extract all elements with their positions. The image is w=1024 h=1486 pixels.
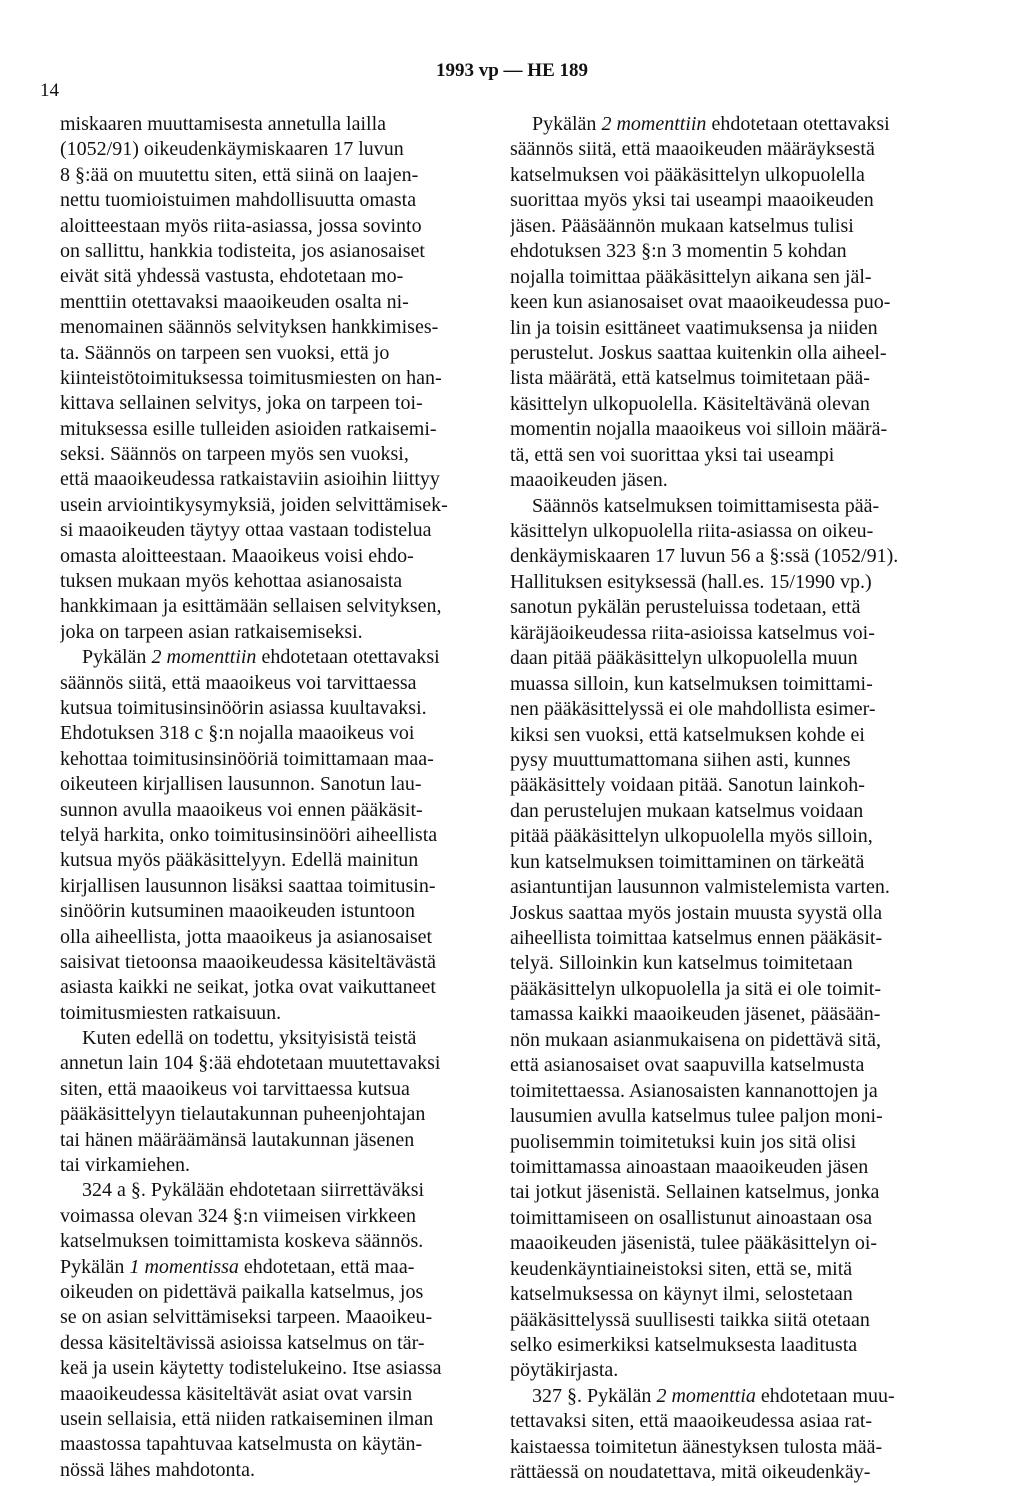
text-line: daan pitää pääkäsittelyn ulkopuolella muun (510, 647, 858, 670)
text-line: Säännös katselmuksen toimittamisesta pää- (532, 494, 880, 517)
text-line: keä ja usein käytetty todistelukeino. Itse asiassa (60, 1357, 442, 1380)
text-line: kaistaessa toimitetun äänestyksen tulosta mää- (510, 1435, 883, 1458)
text-line: ta. Säännös on tarpeen sen vuoksi, että jo (60, 341, 390, 364)
text-line: mituksessa esille tulleiden asioiden ratkaisemi- (60, 417, 437, 440)
text-line: eivät sitä yhdessä vastusta, ehdotetaan mo- (60, 265, 404, 288)
text-line: säännös siitä, että maaoikeus voi tarvittaessa (60, 671, 417, 694)
text-line: käräjäoikeudessa riita-asioissa katselmus voi- (510, 621, 875, 644)
text-line: katselmuksen toimittamista koskeva säännös. (60, 1230, 424, 1253)
text-line: tuksen mukaan myös kehottaa asianosaista (60, 570, 403, 593)
text-line: kun katselmuksen toimittaminen on tärkeätä (510, 850, 865, 873)
text-line: tettavaksi siten, että maaoikeudessa asiaa rat- (510, 1410, 873, 1433)
text-line: kutsua toimitusinsinöörin asiassa kuultavaksi. (60, 696, 427, 719)
text-line: rättäessä on noudatettava, mitä oikeudenkäy- (510, 1461, 871, 1484)
text-line: dan perustelujen mukaan katselmus voidaan (510, 799, 864, 822)
text-line: pääkäsittelyyn tielautakunnan puheenjohtajan (60, 1103, 426, 1126)
page-number: 14 (40, 80, 59, 101)
text-line: on sallittu, hankkia todisteita, jos asianosaiset (60, 239, 425, 262)
text-line: 327 §. Pykälän 2 momenttia ehdotetaan muu- (532, 1384, 895, 1407)
text-line: ehdotuksen 323 §:n 3 momentin 5 kohdan (510, 240, 847, 263)
text-line: kiinteistötoimituksessa toimitusmiesten on han- (60, 366, 442, 389)
text-line: menttiin otettavaksi maaoikeuden osalta ni- (60, 290, 409, 313)
text-line: tä, että sen voi suorittaa yksi tai useampi (510, 443, 835, 466)
text-line: säännös siitä, että maaoikeuden määräyksestä (510, 138, 875, 161)
text-line: nettu tuomioistuimen mahdollisuutta omasta (60, 189, 417, 212)
text-line: kiksi sen vuoksi, että katselmuksen kohde ei (510, 723, 865, 746)
text-line: menomainen säännös selvityksen hankkimises- (60, 316, 439, 339)
text-line: olla aiheellista, jotta maaoikeus ja asianosaiset (60, 925, 433, 948)
text-line: kirjallisen lausunnon lisäksi saattaa toimitusin- (60, 874, 436, 897)
text-line: suorittaa myös yksi tai useampi maaoikeuden (510, 189, 874, 212)
text-line: Joskus saattaa myös jostain muusta syystä olla (510, 901, 883, 924)
text-line: pitää pääkäsittelyn ulkopuolella myös silloin, (510, 825, 873, 848)
text-line: Pykälän 2 momenttiin ehdotetaan otettavaksi (532, 113, 890, 135)
text-line: lausumien avulla katselmus tulee paljon moni- (510, 1105, 883, 1128)
text-line: se on asian selvittämiseksi tarpeen. Maaoikeu- (60, 1306, 433, 1329)
text-line: momentin nojalla maaoikeus voi silloin määrä- (510, 418, 888, 441)
text-line: aiheellista toimittaa katselmus ennen pääkäsit- (510, 927, 883, 949)
text-line: sunnon avulla maaoikeus voi ennen pääkäsit- (60, 798, 423, 821)
text-line: omasta aloitteestaan. Maaoikeus voisi ehdo- (60, 544, 414, 567)
text-line: katselmuksen voi pääkäsittelyn ulkopuolella (510, 163, 865, 186)
text-line: kittava sellainen selvitys, joka on tarpeen toi- (60, 392, 423, 415)
text-line: toimittamassa ainoastaan maaoikeuden jäsen (510, 1155, 869, 1178)
text-line: telyä harkita, onko toimitusinsinööri aiheellista (60, 823, 438, 846)
text-line: keudenkäyntiaineistoksi siten, että se, mitä (510, 1257, 853, 1280)
text-line: maastossa tapahtuvaa katselmusta on käytän- (60, 1433, 423, 1456)
text-line: toimitusmiesten ratkaisuun. (60, 1001, 282, 1024)
text-line: toimittamiseen on osallistunut ainoastaan osa (510, 1206, 873, 1229)
right-column (510, 112, 990, 1486)
text-line: pääkäsittely voidaan pitää. Sanotun lainkoh- (510, 774, 865, 797)
running-header: 1993 vp — HE 189 (435, 60, 589, 81)
text-line: 324 a §. Pykälään ehdotetaan siirrettäväksi (82, 1179, 425, 1202)
text-line: maaoikeuden jäsenistä, tulee pääkäsittelyn oi- (510, 1232, 878, 1255)
text-line: lin ja toisin esittäneet vaatimuksensa ja niiden (510, 316, 878, 339)
text-line: sanotun pykälän perusteluissa todetaan, että (510, 596, 861, 619)
text-line: nössä lähes mahdotonta. (60, 1458, 255, 1481)
text-line: puolisemmin toimitetuksi kuin jos sitä olisi (510, 1130, 857, 1153)
text-line: että asianosaiset ovat saapuvilla katselmusta (510, 1054, 865, 1077)
text-line: tai hänen määräämänsä lautakunnan jäsenen (60, 1128, 415, 1151)
text-line: pääkäsittelyn ulkopuolella ja sitä ei ole toimit- (510, 977, 882, 1000)
text-line: katselmuksessa on käynyt ilmi, selostetaan (510, 1283, 853, 1306)
text-line: maaoikeudessa käsiteltävät asiat ovat varsin (60, 1382, 413, 1405)
text-line: annetun lain 104 §:ää ehdotetaan muutettavaksi (60, 1052, 441, 1075)
text-line: pöytäkirjasta. (510, 1359, 619, 1382)
text-line: denkäymiskaaren 17 luvun 56 a §:ssä (1052/91). (510, 545, 899, 568)
text-line: 8 §:ää on muutettu siten, että siinä on laajen- (60, 163, 419, 186)
text-line: selko esimerkiksi katselmuksesta laaditusta (510, 1334, 858, 1356)
text-line: joka on tarpeen asian ratkaisemiseksi. (60, 620, 363, 643)
text-line: (1052/91) oikeudenkäymiskaaren 17 luvun (60, 138, 404, 161)
text-line: pysy muuttumattomana siihen asti, kunnes (510, 748, 851, 771)
text-line: asiasta kaikki ne seikat, jotka ovat vaikuttaneet (60, 976, 436, 999)
text-line: käsittelyn ulkopuolella riita-asiassa on oikeu- (510, 520, 874, 542)
text-line: siten, että maaoikeus voi tarvittaessa kutsua (60, 1077, 410, 1100)
text-line: tai jotkut jäsenistä. Sellainen katselmus, jonka (510, 1181, 880, 1204)
text-line: nen pääkäsittelyssä ei ole mahdollista esimer- (510, 698, 876, 721)
text-line: oikeuteen kirjallisen lausunnon. Sanotun lau- (60, 773, 422, 796)
left-column (60, 112, 498, 1483)
text-line: nojalla toimittaa pääkäsittelyn aikana sen jäl- (510, 265, 872, 288)
text-line: keen kun asianosaiset ovat maaoikeudessa puo- (510, 291, 891, 314)
text-line: seksi. Säännös on tarpeen myös sen vuoksi, (60, 443, 409, 466)
text-line: lista määrätä, että katselmus toimitetaan pää- (510, 367, 870, 390)
text-line: telyä. Silloinkin kun katselmus toimitetaan (510, 952, 853, 975)
text-line: usein arviointikysymyksiä, joiden selvittämisek- (60, 493, 448, 516)
text-line: kehottaa toimitusinsinööriä toimittamaan maa- (60, 747, 434, 770)
text-line: Pykälän 1 momentissa ehdotetaan, että maa- (60, 1255, 415, 1278)
text-line: usein sellaisia, että niiden ratkaiseminen ilman (60, 1407, 434, 1430)
text-line: miskaaren muuttamisesta annetulla lailla (60, 113, 387, 135)
text-line: oikeuden on pidettävä paikalla katselmus, jos (60, 1280, 424, 1303)
text-line: jäsen. Pääsäännön mukaan katselmus tulisi (510, 214, 854, 237)
text-line: pääkäsittelyssä suullisesti taikka siitä otetaan (510, 1308, 870, 1331)
text-line: tai virkamiehen. (60, 1154, 190, 1177)
text-line: asiantuntijan lausunnon valmistelemista varten. (510, 876, 890, 899)
text-line: hankkimaan ja esittämään sellaisen selvityksen, (60, 595, 442, 618)
text-line: voimassa olevan 324 §:n viimeisen virkkeen (60, 1204, 417, 1227)
text-line: Pykälän 2 momenttiin ehdotetaan otettavaksi (82, 646, 440, 669)
text-line: maaoikeuden jäsen. (510, 469, 668, 492)
text-line: tamassa kaikki maaoikeuden jäsenet, pääsään- (510, 1003, 881, 1026)
text-line: että maaoikeudessa ratkaistaviin asioihin liittyy (60, 468, 440, 491)
text-line: Hallituksen esityksessä (hall.es. 15/1990 vp.) (510, 570, 872, 593)
text-line: käsittelyn ulkopuolella. Käsiteltävänä olevan (510, 392, 870, 415)
text-line: dessa käsiteltävissä asioissa katselmus on tär- (60, 1331, 425, 1354)
text-line: kutsua myös pääkäsittelyyn. Edellä mainitun (60, 849, 419, 872)
text-line: si maaoikeuden täytyy ottaa vastaan todistelua (60, 519, 432, 542)
text-line: sinöörin kutsuminen maaoikeuden istuntoon (60, 900, 415, 923)
text-line: saisivat tietoonsa maaoikeudessa käsiteltävästä (60, 950, 436, 973)
text-line: muassa silloin, kun katselmuksen toimittami- (510, 672, 873, 695)
text-line: nön mukaan asianmukaisena on pidettävä sitä, (510, 1028, 882, 1051)
text-line: toimitettaessa. Asianosaisten kannanottojen ja (510, 1079, 878, 1102)
text-line: aloitteestaan myös riita-asiassa, jossa sovinto (60, 214, 422, 237)
text-line: perustelut. Joskus saattaa kuitenkin olla aiheel- (510, 341, 887, 364)
text-line: Ehdotuksen 318 c §:n nojalla maaoikeus voi (60, 722, 415, 745)
text-line: Kuten edellä on todettu, yksityisistä teistä (82, 1027, 417, 1050)
